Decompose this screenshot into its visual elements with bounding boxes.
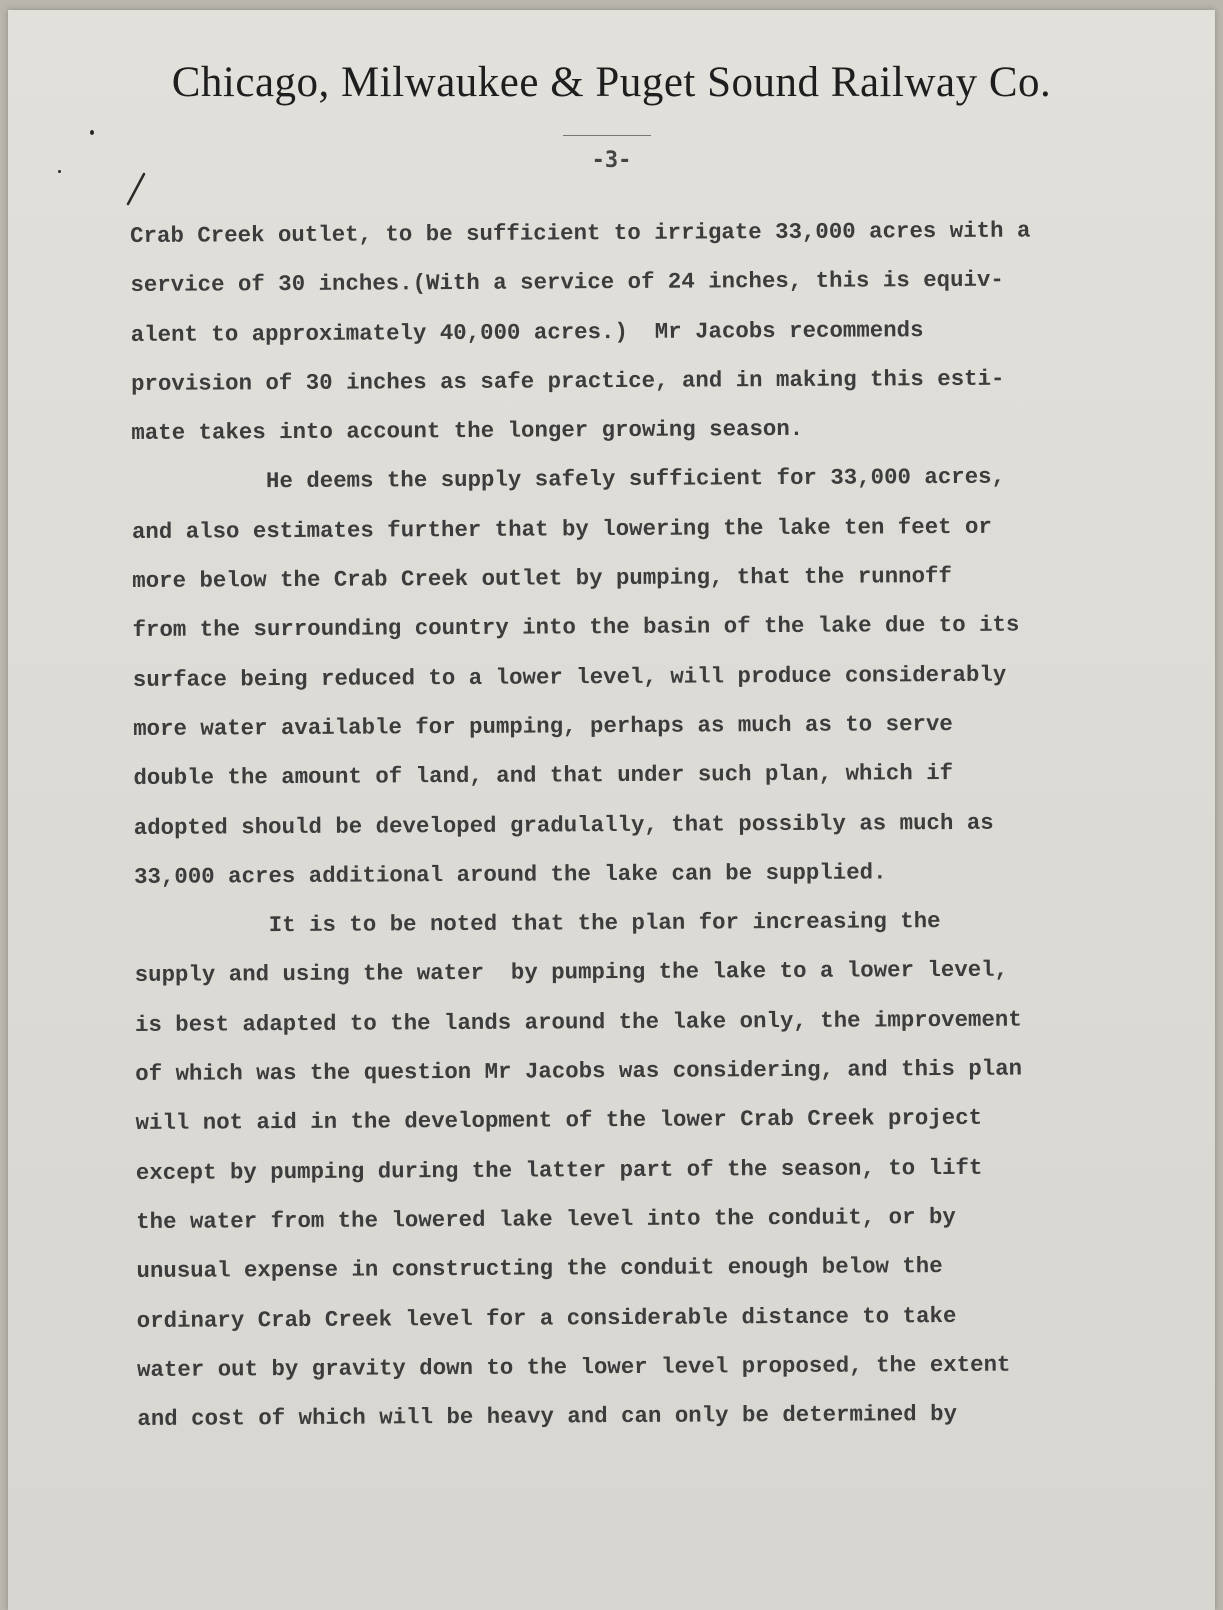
ink-mark bbox=[90, 130, 94, 135]
text-line: mate takes into account the longer growing season. bbox=[131, 416, 804, 447]
text-line: of which was the question Mr Jacobs was considering, and this plan bbox=[135, 1055, 1023, 1088]
text-line: service of 30 inches.(With a service of 24 inches, this is equiv- bbox=[130, 266, 1004, 299]
text-line: water out by gravity down to the lower level proposed, the extent bbox=[136, 1351, 1011, 1383]
pen-mark bbox=[120, 170, 150, 212]
text-line: alent to approximately 40,000 acres.) Mr Jacobs recommends bbox=[130, 316, 924, 348]
text-line: except by pumping during the latter part of the season, to lift bbox=[135, 1154, 983, 1186]
text-line: more below the Crab Creek outlet by pumping, that the runnoff bbox=[132, 563, 952, 595]
text-line: and cost of which will be heavy and can only be determined by bbox=[137, 1401, 958, 1433]
text-line: surface being reduced to a lower level, will produce considerably bbox=[132, 661, 1007, 693]
text-line: 33,000 acres additional around the lake can be supplied. bbox=[133, 859, 887, 890]
text-line: is best adapted to the lands around the lake only, the improvement bbox=[134, 1006, 1022, 1038]
text-line: ordinary Crab Creek level for a considerable distance to take bbox=[136, 1302, 957, 1334]
page-number: -3- bbox=[591, 148, 632, 173]
text-line: double the amount of land, and that under such plan, which if bbox=[133, 760, 954, 792]
letterhead: Chicago, Milwaukee & Puget Sound Railway Co. bbox=[171, 59, 1052, 106]
header-rule bbox=[563, 135, 651, 136]
text-line: from the surrounding country into the basin of the lake due to its bbox=[132, 611, 1020, 644]
text-line: unusual expense in constructing the conduit enough below the bbox=[136, 1253, 943, 1285]
text-line: provision of 30 inches as safe practice, and in making this esti- bbox=[130, 365, 1005, 397]
text-line: more water available for pumping, perhaps as much as to serve bbox=[133, 710, 953, 742]
text-line: It is to be noted that the plan for increasing the bbox=[134, 908, 941, 940]
text-line: and also estimates further that by lowering the lake ten feet or bbox=[131, 513, 992, 545]
text-line: adopted should be developed gradulally, that possibly as much as bbox=[133, 809, 994, 841]
body-text bbox=[130, 206, 1148, 1445]
text-line: Crab Creek outlet, to be sufficient to irrigate 33,000 acres with a bbox=[130, 217, 1031, 249]
text-line: the water from the lowered lake level into the conduit, or by bbox=[136, 1203, 956, 1235]
text-line: He deems the supply safely sufficient for 33,000 acres, bbox=[131, 464, 1006, 496]
text-line: supply and using the water by pumping the lake to a lower level, bbox=[134, 957, 1009, 989]
ink-mark bbox=[58, 170, 61, 173]
text-line: will not aid in the development of the lower Crab Creek project bbox=[135, 1105, 983, 1137]
